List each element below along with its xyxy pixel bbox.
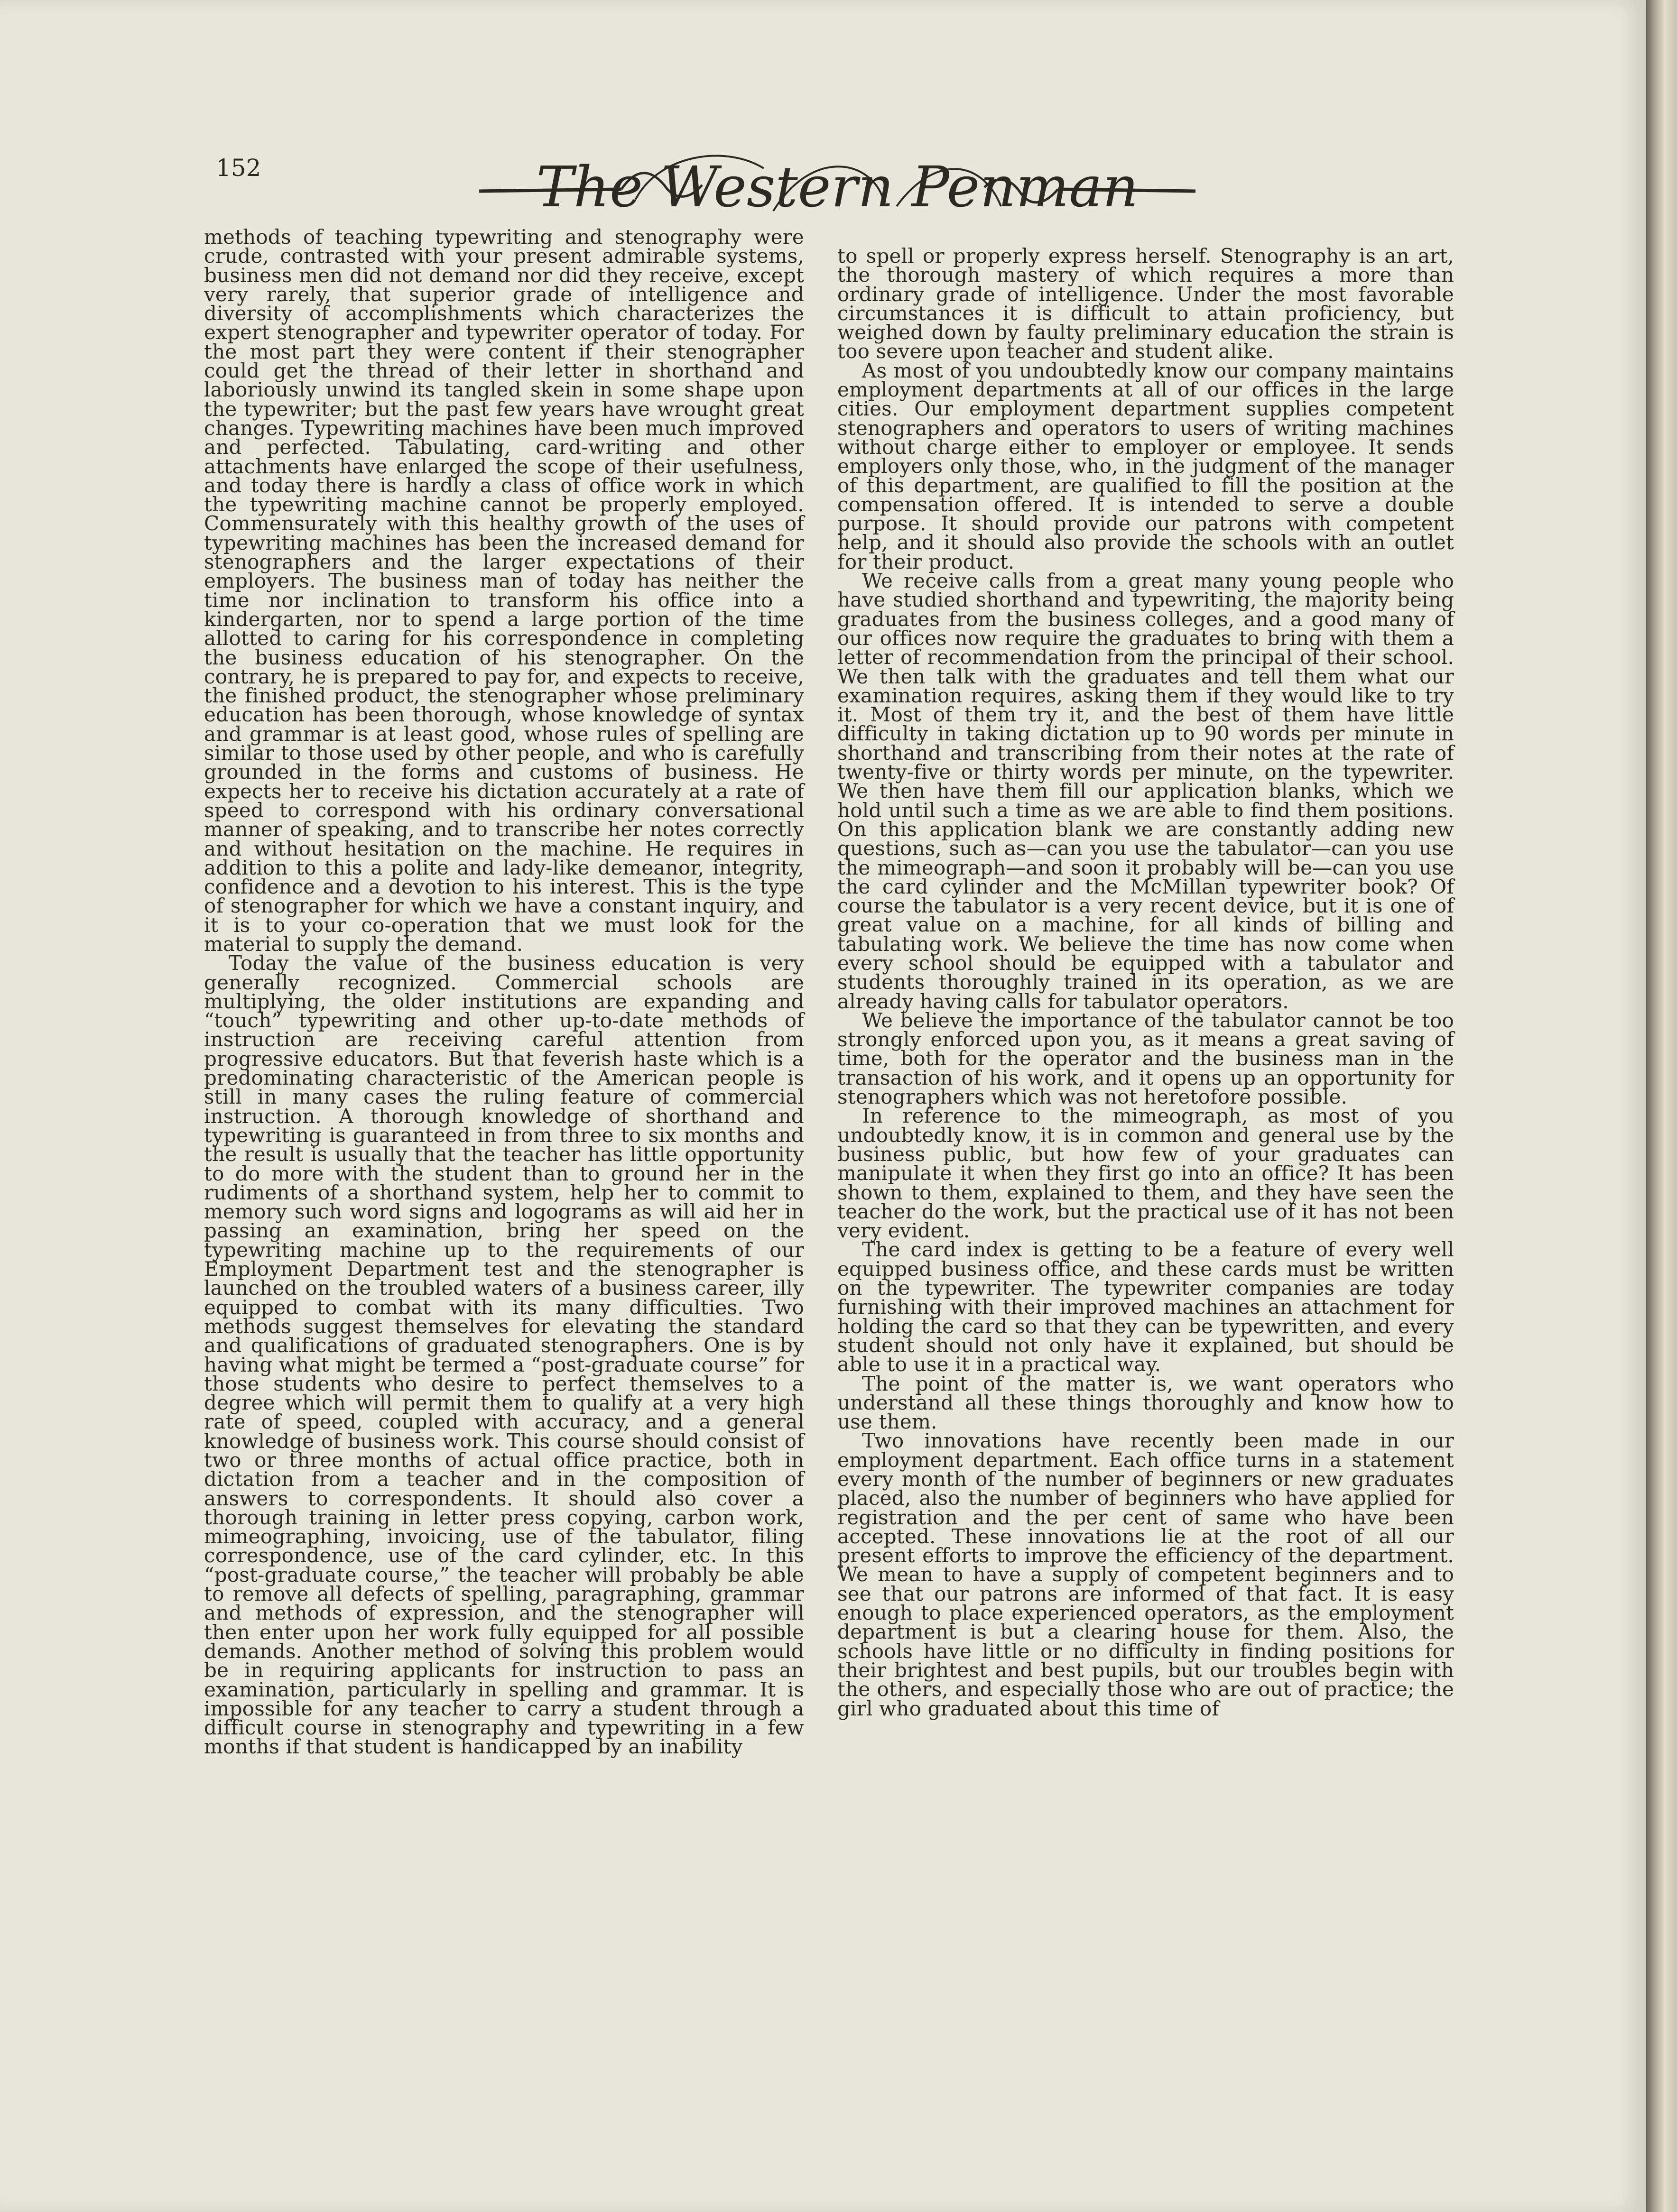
paragraph: methods of teaching typewriting and stenography were crude, contrasted with your present admirable systems, business men did not demand nor did they receive, except very rarely, that superior grade of intelligence and diversity of accomplishments which characterizes the expert stenographer and typewriter operator of today. For the most part they were content if their stenographer could get the thread of their letter in shorthand and laboriously unwind its tangled skein in some shape upon the typewriter; but the past few years have wrought great changes. Typewriting machines have been much improved and perfected. Tabulating, card-writing and other attachments have enlarged the scope of their usefulness, and today there is hardly a class of office work in which the typewriting machine cannot be properly employed. Commensurately with this healthy growth of the uses of typewriting machines has been the increased demand for stenographers and the larger expectations of their employers. The business man of today has neither the time nor inclination to transform his office into a kindergarten, nor to spend a large portion of the time allotted to caring for his correspondence in completing the business education of his stenographer. On the contrary, he is prepared to pay for, and expects to receive, the finished product, the stenographer whose preliminary education has been thorough, whose knowledge of syntax and grammar is at least good, whose rules of spelling are similar to those used by other people, and who is carefully grounded in the forms and customs of business. He expects her to receive his dictation accurately at a rate of speed to correspond with his ordinary conversational manner of speaking, and to transcribe her notes correctly and without hesitation on the machine. He requires in addition to this a polite and lady-like demeanor, integrity, confidence and a devotion to his interest. This is the type of stenographer for which we have a constant inquiry, and it is to your co-operation that we must look for the material to supply the demand.	[204, 225, 804, 956]
svg-text:The Western Penman: The Western Penman	[536, 154, 1139, 220]
paragraph: Today the value of the business education is very generally recognized. Commercial schools are multiplying, the older institutions are expanding and “touch” typewriting and other up-to-date methods of instruction are receiving careful attention from progressive educators. But that feverish haste which is a predominating characteristic of the American people is still in many cases the ruling feature of commercial instruction. A thorough knowledge of shorthand and typewriting is guaranteed in from three to six months and the result is usually that the teacher has little opportunity to do more with the student than to ground her in the rudiments of a shorthand system, help her to commit to memory such word signs and logograms as will aid her in passing an examination, bring her speed on the typewriting machine up to the requirements of our Employment Department test and the stenographer is launched on the troubled waters of a business career, illy equipped to combat with its many difficulties. Two methods suggest themselves for elevating the standard and qualifications of graduated stenographers. One is by having what might be termed a “post-graduate course” for those students who desire to perfect themselves to a degree which will permit them to qualify at a very high rate of speed, coupled with accuracy, and a general knowledge of business work. This course should consist of two or three months of actual office practice, both in dictation from a teacher and in the composition of answers to correspondents. It should also cover a thorough training in letter press copying, carbon work, mimeographing, invoicing, use of the tabulator, filing correspondence, use of the card cylinder, etc. In this “post-graduate course,” the teacher will probably be able to remove all defects of spelling, paragraphing, grammar and methods of expression, and the stenographer will then enter upon her work fully equipped for all possible demands. Another method of solving this problem would be in requiring applicants for instruction to pass an examination, particularly in spelling and grammar. It is impossible for any teacher to carry a student through a difficult course in stenography and typewriting in a few months if that student is handicapped by an inability	[204, 951, 804, 1759]
paragraph: In reference to the mimeograph, as most of you undoubtedly know, it is in common and general use by the business public, but how few of your graduates can manipulate it when they first go into an office? It has been shown to them, explained to them, and they have seen the teacher do the work, but the practical use of it has not been very evident.	[837, 1104, 1454, 1243]
article-column-left	[204, 225, 804, 1759]
paragraph: The card index is getting to be a feature of every well equipped business office, and these cards must be written on the typewriter. The typewriter companies are today furnishing with their improved machines an attachment for holding the card so that they can be typewritten, and every student should not only have it explained, but should be able to use it in a practical way.	[837, 1238, 1454, 1376]
page-number: 152	[216, 154, 261, 182]
paragraph: We receive calls from a great many young people who have studied shorthand and typewriting, the majority being graduates from the business colleges, and a good many of our offices now require the graduates to bring with them a letter of recommendation from the principal of their school. We then talk with the graduates and tell them what our examination requires, asking them if they would like to try it. Most of them try it, and the best of them have little difficulty in taking dictation up to 90 words per minute in shorthand and transcribing from their notes at the rate of twenty-five or thirty words per minute, on the typewriter. We then have them fill our application blanks, which we hold until such a time as we are able to find them positions. On this application blank we are constantly adding new questions, such as—can you use the tabulator—can you use the mimeograph—and soon it probably will be—can you use the card cylinder and the McMillan typewriter book? Of course the tabulator is a very recent device, but it is one of great value on a machine, for all kinds of billing and tabulating work. We believe the time has now come when every school should be equipped with a tabulator and students thoroughly trained in its operation, as we are already having calls for tabulator operators.	[837, 569, 1454, 1013]
paragraph: As most of you undoubtedly know our company maintains employment departments at all of our offices in the large cities. Our employment department supplies competent stenographers and operators to users of writing machines without charge either to employer or employee. It sends employers only those, who, in the judgment of the manager of this department, are qualified to fill the position at the compensation offered. It is intended to serve a double purpose. It should provide our patrons with competent help, and it should also provide the schools with an outlet for their product.	[837, 359, 1454, 573]
paragraph: The point of the matter is, we want operators who understand all these things thoroughly and know how to use them.	[837, 1372, 1454, 1434]
paragraph: We believe the importance of the tabulator cannot be too strongly enforced upon you, as it means a great saving of time, both for the operator and the business man in the transaction of his work, and it opens up an opportunity for stenographers which was not heretofore possible.	[837, 1008, 1454, 1109]
paragraph: Two innovations have recently been made in our employment department. Each office turns in a statement every month of the number of beginners or new graduates placed, also the number of beginners who have applied for registration and the per cent of same who have been accepted. These innovations lie at the root of all our present efforts to improve the efficiency of the department. We mean to have a supply of competent beginners and to see that our patrons are informed of that fact. It is easy enough to place experienced operators, as the employment department is but a clearing house for them. Also, the schools have little or no difficulty in finding positions for their brightest and best pupils, but our troubles begin with the others, and especially those who are out of practice; the girl who graduated about this time of	[837, 1429, 1454, 1720]
masthead-logo	[479, 140, 1195, 240]
book-spine-edge	[1646, 0, 1677, 2212]
article-column-right	[837, 244, 1454, 1720]
paragraph: to spell or properly express herself. Stenography is an art, the thorough mastery of which requires a more than ordinary grade of intelligence. Under the most favorable circumstances it is difficult to attain proficiency, but weighed down by faulty preliminary education the strain is too severe upon teacher and student alike.	[837, 244, 1454, 363]
